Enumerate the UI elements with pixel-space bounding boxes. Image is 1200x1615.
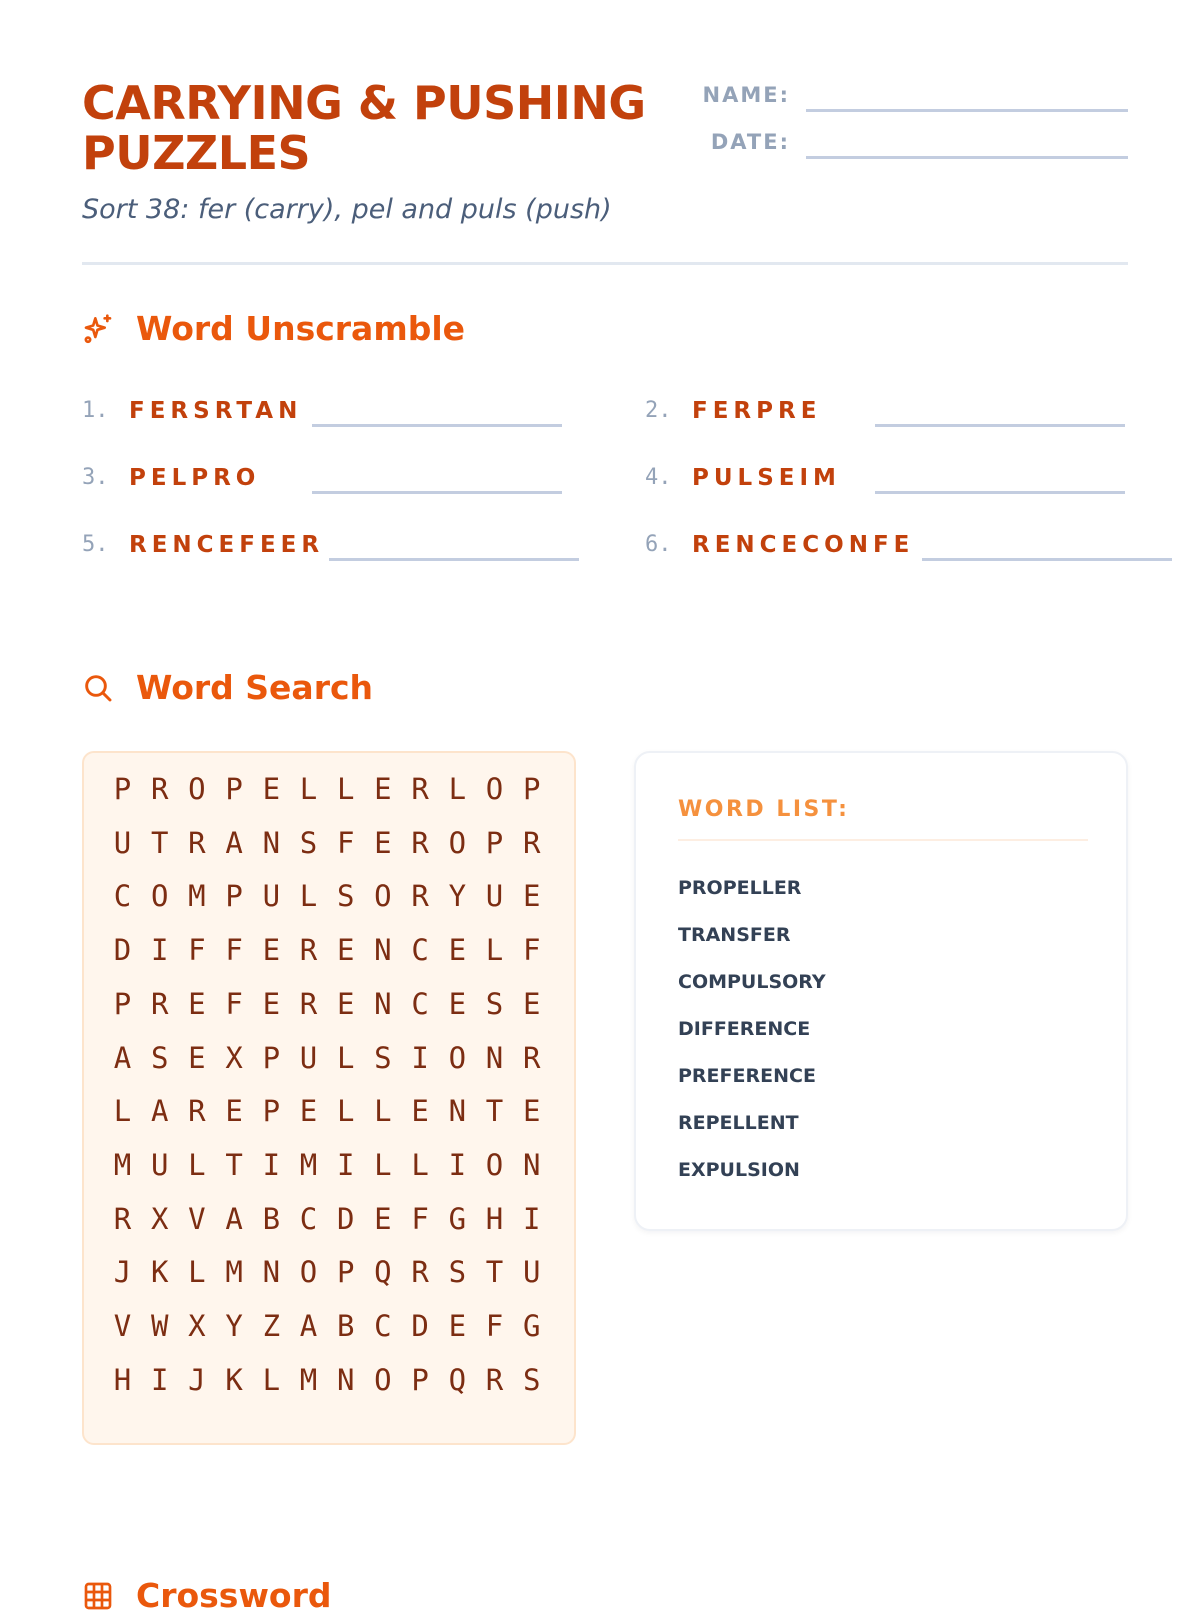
grid-letter[interactable]: I [150, 933, 169, 968]
word-list-item: PROPELLER [678, 877, 802, 899]
word-list-item: REPELLENT [678, 1112, 799, 1134]
grid-letter[interactable]: A [225, 1201, 243, 1236]
grid-letter[interactable]: S [485, 986, 504, 1021]
word-list-panel [634, 751, 1128, 1231]
scrambled-word: FERSRTAN [129, 398, 303, 424]
grid-letter[interactable]: X [150, 1201, 169, 1236]
grid-letter[interactable]: N [448, 1094, 467, 1129]
scrambled-word: RENCEFEER [129, 532, 325, 558]
grid-letter[interactable]: P [522, 772, 541, 806]
grid-letter[interactable]: M [113, 1147, 132, 1182]
grid-letter[interactable]: P [225, 772, 243, 806]
word-list-item: TRANSFER [678, 924, 791, 946]
grid-letter[interactable]: N [374, 986, 392, 1021]
grid-letter[interactable]: U [485, 879, 504, 914]
answer-blank[interactable] [875, 491, 1125, 494]
scrambled-word: PULSEIM [692, 465, 841, 491]
grid-letter[interactable]: R [522, 825, 541, 860]
grid-letter[interactable]: O [448, 825, 467, 860]
grid-letter[interactable]: E [299, 1094, 318, 1129]
grid-letter[interactable]: S [374, 1040, 392, 1075]
grid-letter[interactable]: N [374, 933, 392, 968]
answer-blank[interactable] [312, 491, 562, 494]
word-list-item: DIFFERENCE [678, 1018, 811, 1040]
grid-letter[interactable]: H [485, 1201, 504, 1236]
grid-letter[interactable]: P [262, 1094, 281, 1129]
grid-letter[interactable]: O [374, 1362, 392, 1397]
grid-letter[interactable]: G [448, 1201, 467, 1236]
grid-letter[interactable]: G [522, 1309, 541, 1343]
grid-letter[interactable]: M [299, 1362, 318, 1397]
grid-letter[interactable]: R [522, 1040, 541, 1075]
grid-letter[interactable]: Y [448, 879, 467, 914]
name-field[interactable] [806, 109, 1128, 112]
word-list-item: COMPULSORY [678, 971, 826, 993]
grid-letter[interactable]: C [411, 933, 429, 968]
grid-letter[interactable]: P [113, 986, 132, 1021]
word-list-item: EXPULSION [678, 1159, 800, 1181]
grid-letter[interactable]: S [448, 1255, 467, 1290]
section-heading-word-search [82, 668, 373, 707]
grid-letter[interactable]: B [336, 1309, 355, 1343]
grid-letter[interactable]: N [522, 1147, 541, 1182]
grid-letter[interactable]: E [262, 986, 281, 1021]
grid-letter[interactable]: E [225, 1094, 243, 1129]
search-icon [82, 672, 114, 704]
grid-letter[interactable]: U [262, 879, 281, 914]
item-number: 5. [82, 532, 109, 557]
grid-letter[interactable]: E [448, 933, 467, 968]
grid-letter[interactable]: J [188, 1362, 206, 1397]
grid-letter[interactable]: O [485, 772, 504, 806]
grid-letter[interactable]: I [150, 1362, 169, 1397]
grid-letter[interactable]: L [411, 1147, 429, 1182]
grid-letter[interactable]: S [150, 1040, 169, 1075]
grid-letter[interactable]: Y [225, 1309, 243, 1343]
grid-letter[interactable]: X [188, 1309, 206, 1343]
grid-letter[interactable]: S [522, 1362, 541, 1397]
word-list-title: WORD LIST: [678, 797, 850, 822]
grid-letter[interactable]: D [411, 1309, 429, 1343]
grid-letter[interactable]: R [411, 879, 429, 914]
grid-letter[interactable]: R [299, 986, 318, 1021]
answer-blank[interactable] [875, 424, 1125, 427]
header-divider [82, 262, 1128, 265]
sparkles-icon [82, 313, 114, 345]
grid-letter[interactable]: E [188, 986, 206, 1021]
date-label: DATE: [710, 130, 790, 154]
grid-letter[interactable]: L [448, 772, 467, 806]
grid-letter[interactable]: E [522, 879, 541, 914]
grid-letter[interactable]: F [485, 1309, 504, 1343]
page-title: CARRYING & PUSHING PUZZLES [82, 76, 646, 180]
grid-letter[interactable]: J [113, 1255, 132, 1290]
grid-letter[interactable]: I [336, 1147, 355, 1182]
grid-letter[interactable]: H [113, 1362, 132, 1397]
grid-letter[interactable]: P [485, 825, 504, 860]
grid-letter[interactable]: F [188, 933, 206, 968]
grid-letter[interactable]: P [225, 879, 243, 914]
grid-letter[interactable]: V [113, 1309, 132, 1343]
grid-letter[interactable]: F [336, 825, 355, 860]
grid-letter[interactable]: L [188, 1255, 206, 1290]
grid-letter[interactable]: Z [262, 1309, 281, 1343]
word-list-divider [678, 839, 1088, 841]
grid-letter[interactable]: R [485, 1362, 504, 1397]
section-title: Word Search [136, 668, 374, 707]
grid-letter[interactable]: F [411, 1201, 429, 1236]
grid-letter[interactable]: F [522, 933, 541, 968]
grid-letter[interactable]: P [411, 1362, 429, 1397]
scrambled-word: RENCECONFE [692, 532, 915, 558]
grid-letter[interactable]: E [411, 1094, 429, 1129]
grid-letter[interactable]: E [448, 986, 467, 1021]
word-search-grid [82, 751, 576, 1445]
section-title: Crossword [136, 1576, 332, 1615]
grid-letter[interactable]: E [374, 772, 392, 806]
grid-letter[interactable]: S [336, 879, 355, 914]
grid-letter[interactable]: R [188, 825, 206, 860]
grid-letter[interactable]: R [299, 933, 318, 968]
grid-letter[interactable]: O [299, 1255, 318, 1290]
grid-letter[interactable]: E [188, 1040, 206, 1075]
grid-letter[interactable]: L [262, 1362, 281, 1397]
answer-blank[interactable] [922, 558, 1172, 561]
grid-letter[interactable]: U [299, 1040, 318, 1075]
grid-letter[interactable]: L [374, 1147, 392, 1182]
grid-letter[interactable]: T [225, 1147, 243, 1182]
grid-letter[interactable]: E [262, 933, 281, 968]
grid-letter[interactable]: A [113, 1040, 132, 1075]
grid-letter[interactable]: L [336, 772, 355, 806]
grid-letter[interactable]: T [485, 1255, 504, 1290]
grid-letter[interactable]: N [262, 1255, 281, 1290]
grid-letter[interactable]: L [336, 1040, 355, 1075]
grid-letter[interactable]: E [522, 986, 541, 1021]
grid-letter[interactable]: P [336, 1255, 355, 1290]
grid-letter[interactable]: O [448, 1040, 467, 1075]
grid-letter[interactable]: E [374, 1201, 392, 1236]
grid-letter[interactable]: U [150, 1147, 169, 1182]
grid-letter[interactable]: P [113, 772, 132, 806]
item-number: 1. [82, 398, 109, 423]
grid-letter[interactable]: L [299, 879, 318, 914]
name-label: NAME: [702, 83, 790, 107]
grid-letter[interactable]: R [411, 772, 429, 806]
item-number: 2. [645, 398, 672, 423]
grid-letter[interactable]: N [262, 825, 281, 860]
grid-letter[interactable]: L [299, 772, 318, 806]
grid-letter[interactable]: K [150, 1255, 169, 1290]
grid-letter[interactable]: I [448, 1147, 467, 1182]
grid-letter[interactable]: M [225, 1255, 243, 1290]
grid-letter[interactable]: E [262, 772, 281, 806]
grid-letter[interactable]: I [262, 1147, 281, 1182]
grid-letter[interactable]: S [299, 825, 318, 860]
grid-letter[interactable]: A [299, 1309, 318, 1343]
grid-letter[interactable]: O [485, 1147, 504, 1182]
grid-letter[interactable]: L [188, 1147, 206, 1182]
scrambled-word: FERPRE [692, 398, 822, 424]
grid-letter[interactable]: E [336, 986, 355, 1021]
grid-letter[interactable]: T [485, 1094, 504, 1129]
section-heading-crossword [82, 1576, 332, 1615]
date-field[interactable] [806, 156, 1128, 159]
answer-blank[interactable] [329, 558, 579, 561]
grid-letter[interactable]: I [411, 1040, 429, 1075]
grid-letter[interactable]: R [188, 1094, 206, 1129]
grid-letter[interactable]: E [522, 1094, 541, 1129]
grid-letter[interactable]: P [262, 1040, 281, 1075]
grid-letter[interactable]: M [299, 1147, 318, 1182]
grid-letter[interactable]: R [411, 825, 429, 860]
grid-letter[interactable]: D [113, 933, 132, 968]
grid-letter[interactable]: Q [374, 1255, 392, 1290]
grid-letter[interactable]: R [411, 1255, 429, 1290]
grid-letter[interactable]: E [374, 825, 392, 860]
grid-letter[interactable]: A [150, 1094, 169, 1129]
grid-letter[interactable]: M [188, 879, 206, 914]
grid-letter[interactable]: A [225, 825, 243, 860]
grid-letter[interactable]: O [188, 772, 206, 806]
grid-letter[interactable]: F [225, 986, 243, 1021]
grid-letter[interactable]: R [150, 986, 169, 1021]
grid-letter[interactable]: F [225, 933, 243, 968]
scrambled-word: PELPRO [129, 465, 261, 491]
grid-letter[interactable]: D [336, 1201, 355, 1236]
answer-blank[interactable] [312, 424, 562, 427]
word-list-item: PREFERENCE [678, 1065, 816, 1087]
page-subtitle: Sort 38: fer (carry), pel and puls (push) [82, 194, 612, 225]
grid-letter[interactable]: U [113, 825, 132, 860]
section-title: Word Unscramble [136, 309, 466, 348]
grid-letter[interactable]: T [150, 825, 169, 860]
grid-letter[interactable]: N [485, 1040, 504, 1075]
grid-letter[interactable]: L [374, 1094, 392, 1129]
grid-letter[interactable]: W [150, 1309, 169, 1343]
grid-letter[interactable]: O [374, 879, 392, 914]
item-number: 3. [82, 465, 109, 490]
grid-letter[interactable]: N [336, 1362, 355, 1397]
item-number: 4. [645, 465, 672, 490]
grid-letter[interactable]: X [225, 1040, 243, 1075]
grid-letter[interactable]: Q [448, 1362, 467, 1397]
grid-letter[interactable]: I [522, 1201, 541, 1236]
grid-letter[interactable]: B [262, 1201, 281, 1236]
grid-letter[interactable]: V [188, 1201, 206, 1236]
grid-letter[interactable]: R [113, 1201, 132, 1236]
grid-letter[interactable]: L [113, 1094, 132, 1129]
grid-letter[interactable]: O [150, 879, 169, 914]
section-heading-unscramble [82, 309, 465, 348]
grid-letter[interactable]: E [448, 1309, 467, 1343]
grid-letter[interactable]: L [485, 933, 504, 968]
grid-letter[interactable]: C [411, 986, 429, 1021]
grid-letter[interactable]: C [374, 1309, 392, 1343]
grid-letter[interactable]: K [225, 1362, 243, 1397]
grid-letter[interactable]: R [150, 772, 169, 806]
grid-letter[interactable]: U [522, 1255, 541, 1290]
grid-letter[interactable]: E [336, 933, 355, 968]
grid-letter[interactable]: C [113, 879, 132, 914]
grid-letter[interactable]: C [299, 1201, 318, 1236]
grid-icon [82, 1580, 114, 1612]
item-number: 6. [645, 532, 672, 557]
grid-letter[interactable]: L [336, 1094, 355, 1129]
